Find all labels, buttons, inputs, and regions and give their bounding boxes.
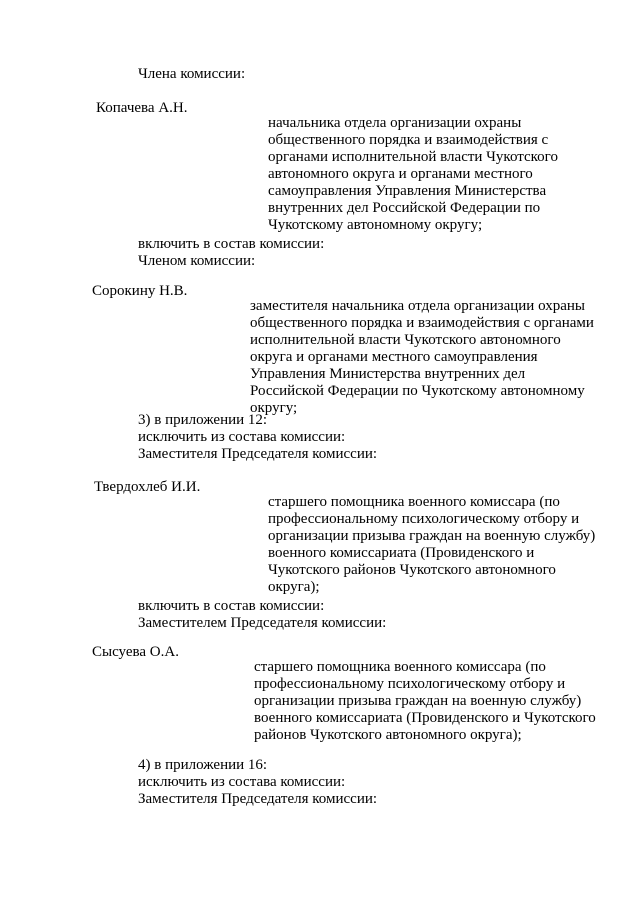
deputy-role-label: Заместителя Председателя комиссии: — [138, 791, 378, 807]
include-label: включить в состав комиссии: — [138, 598, 325, 614]
member-name: Копачева А.Н. — [96, 100, 188, 116]
item-title: 4) в приложении 16: — [138, 757, 268, 773]
member-description: старшего помощника военного комиссара (по профессиональному психологическому отбору и организации призыва граждан на военную службу) военного комиссариата (Провиденского и Чукотского районов Чукотского автономного округа); — [254, 659, 596, 743]
include-label: включить в состав комиссии: — [138, 236, 325, 252]
members-label: Члена комиссии: — [138, 66, 246, 82]
member-description: заместителя начальника отдела организации охраны общественного порядка и взаимодействия с органами исполнительной власти Чукотского автономного округа и органами местного самоуправления Управления Министерства внутренних дел Российской Федерации по Чукотскому автономному округу; — [250, 298, 594, 416]
member-role-label: Членом комиссии: — [138, 253, 256, 269]
member-name: Сысуева О.А. — [92, 644, 179, 660]
deputy-role-label: Заместителя Председателя комиссии: — [138, 446, 378, 462]
exclude-label: исключить из состава комиссии: — [138, 429, 346, 445]
member-name: Сорокину Н.В. — [92, 283, 188, 299]
member-description: начальника отдела организации охраны общественного порядка и взаимодействия с органами исполнительной власти Чукотского автономного округа и органами местного самоуправления Управления Министерства внутренних дел Российской Федерации по Чукотскому автономному округу; — [268, 115, 558, 233]
member-description: старшего помощника военного комиссара (по профессиональному психологическому отбору и организации призыва граждан на военную службу) военного комиссариата (Провиденского и Чукотского районов Чукотского автономного округа); — [268, 494, 596, 595]
exclude-label: исключить из состава комиссии: — [138, 774, 346, 790]
deputy-role-label: Заместителем Председателя комиссии: — [138, 615, 387, 631]
item-title: 3) в приложении 12: — [138, 412, 268, 428]
member-name: Твердохлеб И.И. — [94, 479, 201, 495]
